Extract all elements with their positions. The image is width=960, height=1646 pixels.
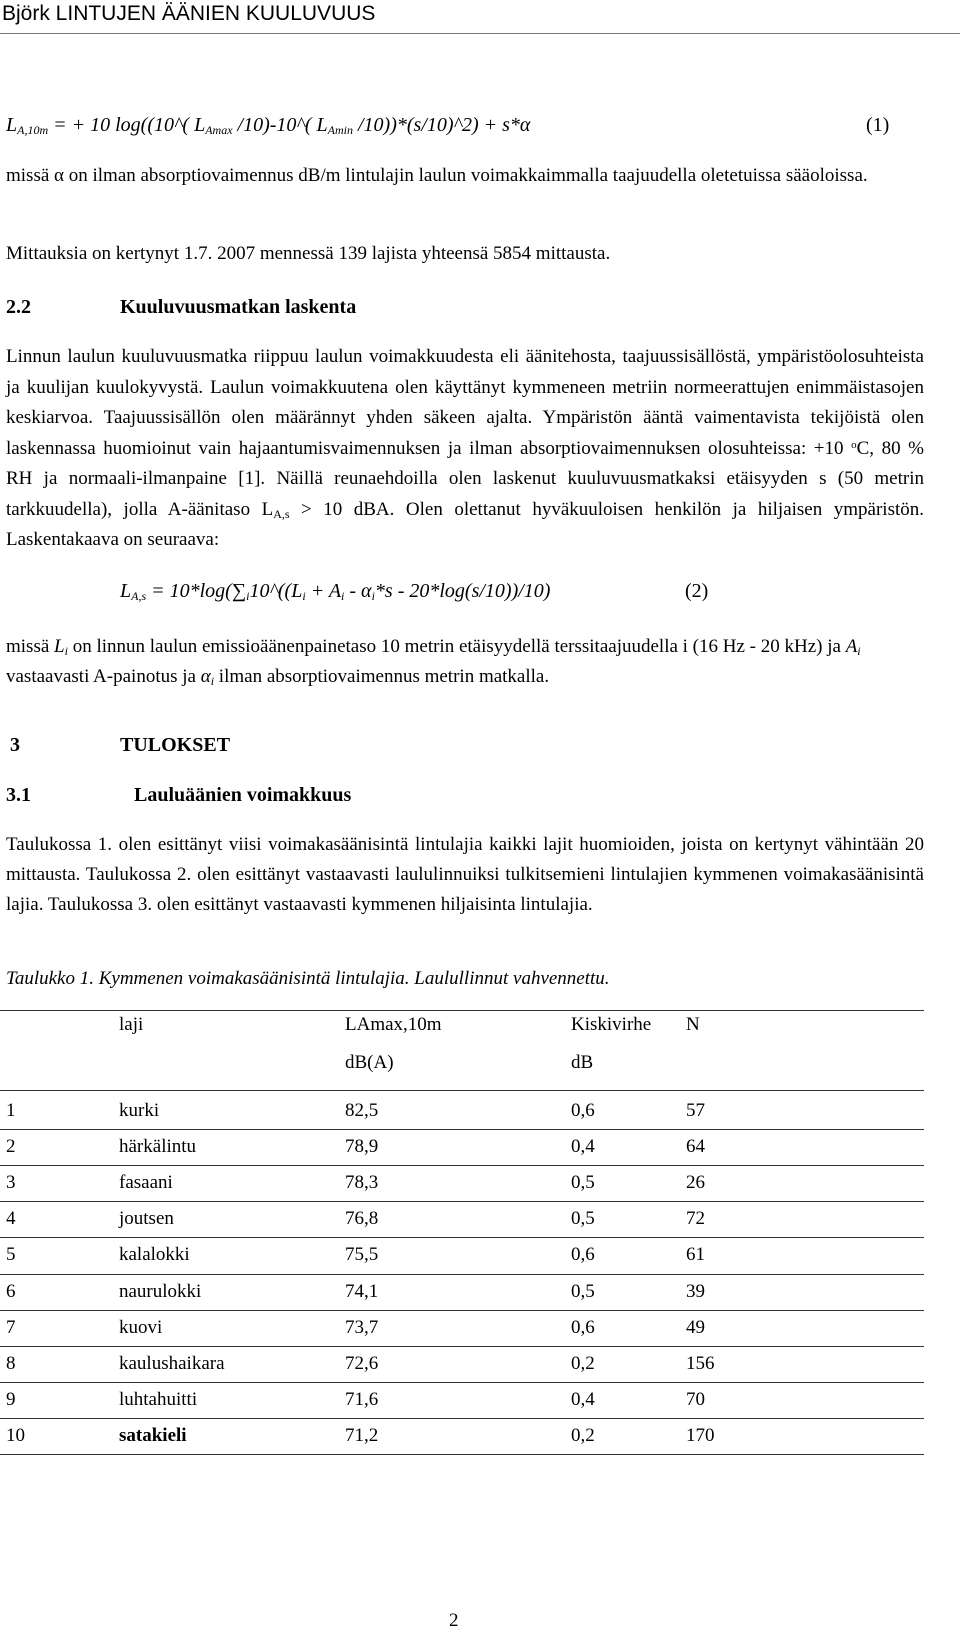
eq1-lhs-sub: A,10m [17,123,49,137]
equation-2-number: (2) [685,580,709,602]
cell-kiskivirhe: 0,5 [571,1172,595,1194]
table-top-rule [0,1010,924,1011]
cell-laji: naurulokki [119,1280,202,1302]
section-2-2-title: Kuuluvuusmatkan laskenta [120,296,357,318]
table-row [0,1385,924,1421]
para3-part-a: Linnun laulun kuuluvuusmatka riippuu laulun voimakkuudesta eli äänitehosta, taajuussisällöstä, ympäristöolosuhteista ja kuulijan kuulokyvystä. Laulun voimakkuutena olen käyttänyt kymmeneen metriin normeerattujen enimmäistasojen keskiarvoa. Taajuussisällön olen määrännyt yhden säkeen ajalta. Ympäristön ääntä vaimentavista tekijöistä olen laskennassa huomioinut vain hajaantumisvaimennuksen ja ilman absorptiovaimennuksen olosuhteissa: +10 [6,346,924,459]
running-header [0,0,960,34]
eq1-sub-amax: Amax [205,123,233,137]
table-row-rule [0,1237,924,1238]
page-number: 2 [449,1610,459,1631]
degree-sup: o [851,438,857,451]
th-laji: laji [119,1014,144,1035]
eq2-sub-3: i [302,589,306,603]
var-a-sub: i [857,644,861,658]
para4-part-d: ilman absorptiovaimennus metrin matkalla. [214,666,550,687]
eq2-part-c: 10^((L [249,580,303,602]
cell-laji: satakieli [119,1424,187,1446]
cell-laji: härkälintu [119,1136,197,1158]
table-row-rule [0,1382,924,1383]
cell-n: 26 [686,1172,705,1194]
section-3-1-number: 3.1 [6,784,31,806]
cell-lamax: 71,2 [345,1424,379,1446]
section-3-1-title: Lauluäänien voimakkuus [134,784,352,806]
th-lamax-unit: dB(A) [345,1052,394,1073]
table-caption: Taulukko 1. Kymmenen voimakasäänisintä lintulajia. Laulullinnut vahvennettu. [6,968,610,989]
cell-n: 64 [686,1136,705,1158]
cell-n: 70 [686,1388,705,1410]
table-header-rule [0,1090,924,1091]
cell-lamax: 75,5 [345,1244,379,1266]
cell-no: 7 [6,1316,16,1338]
paragraph-results-intro: Taulukossa 1. olen esittänyt viisi voimakasäänisintä lintulajia kaikki lajit huomioiden, joista on kertynyt vähintään 20 mittausta. Taulukossa 2. olen esittänyt vastaavasti laululinnuiksi tulkitsemieni lintulajien kymmenen voimakasäänisintä lajia. Taulukossa 3. olen esittänyt vastaavasti kymmenen hiljaisinta lintulajia. [6,834,924,915]
cell-no: 1 [6,1100,16,1121]
th-kiskivirhe: Kiskivirhe [571,1014,652,1035]
var-l: L [54,636,65,657]
para4-part-c: vastaavasti A-painotus ja [6,666,201,687]
eq2-sub-5: i [371,589,375,603]
table-row-rule [0,1201,924,1202]
cell-kiskivirhe: 0,2 [571,1352,595,1374]
cell-no: 10 [6,1424,25,1446]
th-lamax: LAmax,10m [345,1014,442,1035]
cell-kiskivirhe: 0,6 [571,1316,595,1338]
cell-lamax: 78,3 [345,1172,379,1194]
equation-1 [6,114,530,137]
var-a: A [845,636,858,657]
paragraph-alpha-definition: missä α on ilman absorptiovaimennus dB/m lintulajin laulun voimakkaimmalla taajuudella oletetuissa sääoloissa. [6,165,868,186]
para4-part-b: on linnun laulun emissioäänenpainetaso 10 metrin etäisyydellä terssitaajuudella i (16 Hz - 20 kHz) ja [67,636,846,657]
eq2-part-d: + A [305,580,342,602]
eq1-lhs: L [6,114,18,136]
cell-laji: fasaani [119,1172,173,1194]
cell-kiskivirhe: 0,4 [571,1388,595,1410]
cell-laji: luhtahuitti [119,1388,198,1410]
header-title: Björk LINTUJEN ÄÄNIEN KUULUVUUS [2,2,376,25]
las-sub: A,s [273,506,290,521]
table-row-rule [0,1418,924,1419]
cell-lamax: 76,8 [345,1208,379,1230]
cell-laji: kaulushaikara [119,1352,225,1374]
cell-n: 156 [686,1352,715,1374]
section-3-title: TULOKSET [120,734,231,756]
eq2-part-a: L [120,580,132,602]
cell-n: 57 [686,1100,705,1121]
cell-no: 4 [6,1208,16,1230]
table-row [0,1204,924,1240]
cell-n: 39 [686,1280,705,1302]
eq1-sub-amin: Amin [327,123,353,137]
table-row-rule [0,1165,924,1166]
section-3-1-heading [6,784,351,807]
table-row [0,1168,924,1204]
cell-kiskivirhe: 0,2 [571,1424,595,1446]
cell-no: 3 [6,1172,16,1194]
eq2-sub-2: i [246,589,250,603]
eq2-sub-4: i [341,589,345,603]
var-alpha: α [200,666,211,687]
section-3-number: 3 [10,734,20,756]
cell-n: 61 [686,1244,705,1266]
section-3-heading [10,734,230,757]
equation-2 [120,580,550,603]
para3-part-c: > 10 dBA. Olen olettanut hyväkuuloisen henkilön ja hiljaisen ympäristön. Laskentakaava on seuraava: [6,498,924,550]
section-2-2-heading [6,296,356,319]
table-row-rule [0,1346,924,1347]
table-row [0,1313,924,1349]
cell-laji: kurki [119,1100,160,1121]
cell-lamax: 74,1 [345,1280,379,1302]
cell-no: 2 [6,1136,16,1158]
cell-n: 72 [686,1208,705,1230]
table-row [0,1240,924,1276]
paragraph-audibility-method [6,342,924,556]
eq1-part-c: /10))*(s/10)^2) + s*α [353,114,531,136]
eq2-sub-1: A,s [131,589,147,603]
cell-n: 49 [686,1316,705,1338]
para3-part-b: C, 80 % RH ja normaali-ilmanpaine [1]. Näillä reunaehdoilla olen laskenut kuuluvuusmatkaksi etäisyyden s (50 metrin tarkkuudella), jolla A-äänitaso L [6,437,924,520]
th-kiskivirhe-unit: dB [571,1052,594,1073]
table-row [0,1421,924,1457]
table-row-rule [0,1454,924,1455]
cell-laji: kuovi [119,1316,163,1338]
paragraph-variable-definitions [6,632,924,692]
table-row-rule [0,1129,924,1130]
cell-kiskivirhe: 0,6 [571,1100,595,1121]
cell-n: 170 [686,1424,715,1446]
cell-lamax: 72,6 [345,1352,379,1374]
table-row-rule [0,1310,924,1311]
cell-lamax: 73,7 [345,1316,379,1338]
eq2-part-b: = 10*log(∑ [146,580,247,602]
eq1-part-b: /10)-10^( L [232,114,328,136]
cell-no: 9 [6,1388,16,1410]
cell-no: 8 [6,1352,16,1374]
cell-lamax: 78,9 [345,1136,379,1158]
var-alpha-sub: i [210,674,215,688]
table-row [0,1349,924,1385]
cell-lamax: 82,5 [345,1100,379,1121]
eq1-part-a: = + 10 log((10^( L [48,114,206,136]
paragraph-measurements: Mittauksia on kertynyt 1.7. 2007 mennessä 139 lajista yhteensä 5854 mittausta. [6,243,611,264]
cell-kiskivirhe: 0,6 [571,1244,595,1266]
cell-kiskivirhe: 0,5 [571,1208,595,1230]
table-row [0,1132,924,1168]
cell-kiskivirhe: 0,5 [571,1280,595,1302]
cell-lamax: 71,6 [345,1388,379,1410]
cell-kiskivirhe: 0,4 [571,1136,595,1158]
table-row [0,1277,924,1313]
table-row [0,1096,924,1132]
cell-laji: joutsen [119,1208,174,1230]
var-l-sub: i [64,644,68,658]
section-2-2-number: 2.2 [6,296,31,318]
para4-part-a: missä [6,636,55,657]
th-n: N [686,1014,700,1035]
equation-1-number: (1) [866,114,890,136]
cell-no: 6 [6,1280,16,1302]
eq2-part-f: *s - 20*log(s/10))/10) [374,580,551,602]
table-row-rule [0,1274,924,1275]
cell-laji: kalalokki [119,1244,190,1266]
cell-no: 5 [6,1244,16,1266]
eq2-part-e: - α [344,580,372,602]
